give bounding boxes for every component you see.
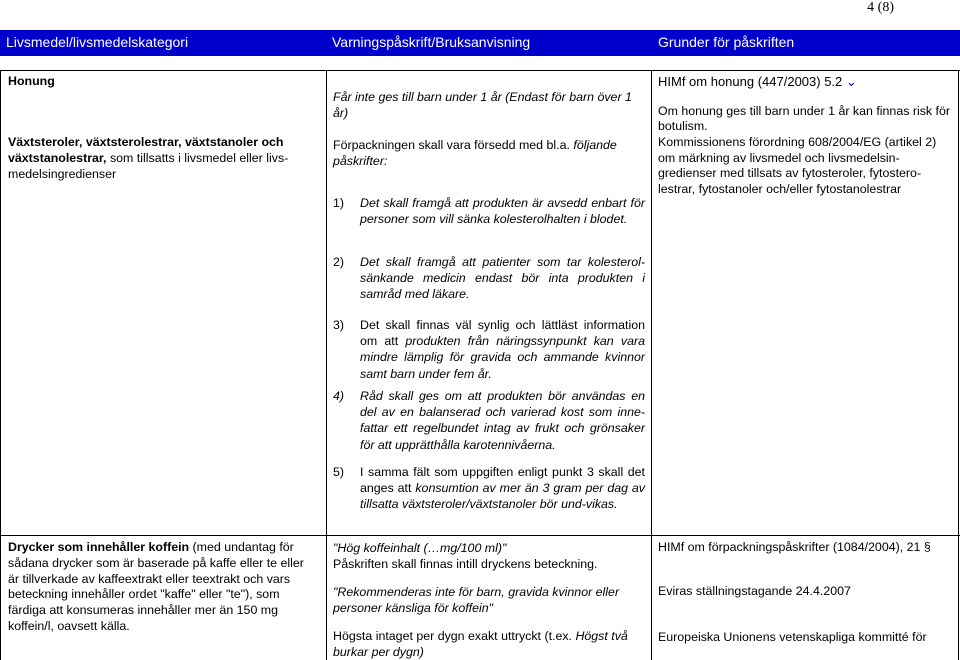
honung-warning: Får inte ges till barn under 1 år (Endast för barn över 1 år) — [333, 90, 632, 121]
page-number: 4 (8) — [867, 0, 894, 15]
sterol-title: Växtsteroler, växtsterolestrar, växtstanoler och växtstanolestrar, som tillsatts i livsmedel eller livs-medelsingredienser — [8, 135, 289, 181]
sterol-item-1: 1) Det skall framgå att produkten är avsedd enbart för personer som vill sänka kolesterolhalten i blodet. — [333, 196, 645, 227]
koffein-warning-2: "Rekommenderas inte för barn, gravida kvinnor eller personer känsliga för koffein" — [333, 585, 620, 615]
sterol-intro: Förpackningen skall vara försedd med bl.a. följande påskrifter: — [333, 138, 617, 169]
column-divider-1 — [326, 70, 327, 660]
table-right-border — [958, 70, 959, 660]
koffein-warning-1-note: Påskriften skall finnas intill dryckens beteckning. — [333, 557, 598, 571]
honung-basis-note: Om honung ges till barn under 1 år kan finnas risk för botulism. — [658, 104, 951, 133]
honung-title: Honung — [8, 74, 55, 88]
header-food-category: Livsmedel/livsmedelskategori — [6, 34, 189, 50]
koffein-basis-1: HIMf om förpackningspåskrifter (1084/2004), 21 § — [658, 540, 931, 554]
honung-basis-ref: HIMf om honung (447/2003) 5.2 ⌄ — [658, 74, 857, 89]
koffein-title: Drycker som innehåller koffein (med undantag för sådana drycker som är baserade på kaffe eller te eller är tillverkade av kaffeextrakt eller teextrakt och vars beteckning innehåller ordet "kaffe" eller "te"), som färdiga att konsumeras innehåller mer än 150 mg koffein/l, oavsett källa. — [8, 540, 304, 633]
koffein-warning-3: Högsta intaget per dygn exakt uttryckt (t.ex. Högst två burkar per dygn) — [333, 629, 628, 659]
koffein-basis-2: Eviras ställningstagande 24.4.2007 — [658, 584, 851, 598]
row-divider — [0, 535, 960, 536]
column-divider-2 — [651, 70, 652, 660]
sterol-item-3: 3) Det skall finnas väl synlig och lättläst information om att produkten från näringssynpunkt kan vara mindre lämplig för gravida och ammande kvinnor samt barn under fem år. — [333, 318, 646, 381]
header-warning: Varningspåskrift/Bruksanvisning — [332, 34, 531, 50]
table-top-border — [0, 70, 960, 71]
table-left-border — [0, 70, 1, 660]
koffein-basis-3: Europeiska Unionens vetenskapliga kommitté för — [658, 630, 927, 644]
koffein-warning-1: "Hög koffeinhalt (…mg/100 ml)" — [333, 541, 507, 555]
sterol-item-2: 2) Det skall framgå att patienter som tar kolesterol-sänkande medicin endast bör inta produkten i samråd med läkare. — [333, 255, 645, 302]
sterol-basis: Kommissionens förordning 608/2004/EG (artikel 2) om märkning av livsmedel och livsmedelsin-gredienser med tillsats av fytosteroler, fytostero-lestrar, fytostanoler och/eller fytostanolestrar — [658, 135, 937, 196]
sterol-item-4: 4) Råd skall ges om att produkten bör användas en del av en balanserad och varierad kost som inne-fattar ett regelbundet intag av frukt och grönsaker för att upprätthålla karotennivåerna. — [333, 389, 645, 452]
header-basis: Grunder för påskriften — [658, 34, 795, 50]
sterol-item-5: 5) I samma fält som uppgiften enligt punkt 3 skall det anges att konsumtion av mer än 3 gram per dag av tillsatta växtsteroler/växtstanoler bör und-vikas. — [333, 465, 645, 512]
table-header — [0, 30, 960, 56]
